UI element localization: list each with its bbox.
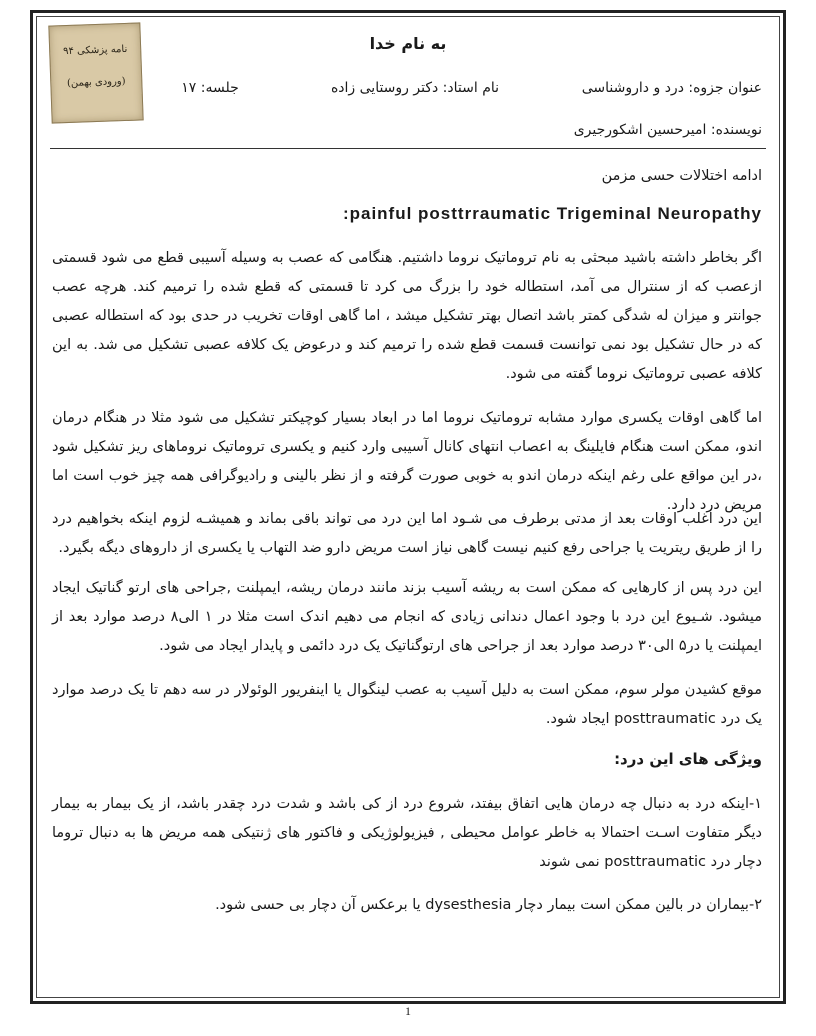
page-number: 1 (405, 1004, 411, 1018)
author-name: نویسنده: امیرحسین اشکورجیری (573, 122, 762, 138)
class-stamp-image (48, 22, 143, 123)
session-number: جلسه: ۱۷ (181, 80, 239, 96)
paragraph-3: این درد اغلب اوقات بعد از مدتی برطرف می شـود اما این درد می تواند باقی بماند و همیشـه لزوم اینکه بخواهیم درد را از طریق ریتریت یا جراحی رفع کنیم نیست گاهی نیاز است مریض دارو ضد التهاب یا یکسری از داروهای دیگه بگیرد. (52, 511, 762, 556)
paragraph-2: اما گاهی اوقات یکسری موارد مشابه تروماتیک نروما اما در ابعاد بسیار کوچیکتر تشکیل می شود مثلا در هنگام درمان اندو، ممکن است هنگام فایلینگ به اعصاب انتهای کانال آسیبی وارد کنیم و یکسری تروماتیک نروماهای ریز تشکیل شود ،در این مواقع علی رغم اینکه درمان اندو به خوبی صورت گرفته و از نظر بالینی و رادیوگرافی همه چیز خوب است اما مریض درد دارد. (52, 410, 762, 513)
stamp-line-1: نامه پزشکی ۹۴ (62, 43, 128, 58)
paragraph-4: این درد پس از کارهایی که ممکن است به ریشه آسیب بزند مانند درمان ریشه، ایمپلنت ,جراحی های ارتو گناتیک ایجاد میشود. شـیوع این درد با وجود اعمال دندانی زیادی که انجام می دهیم اندک است مثلا در ۱ الی۸ درصد موارد بعد از ایمپلنت یا در۵ الی۳۰ درصد موارد بعد از جراحی های ارتوگناتیک یک درد دائمی و پایدار ایجاد می شود. (52, 580, 762, 654)
header-divider (50, 148, 766, 149)
topic-heading: :painful posttrraumatic Trigeminal Neuropathy (342, 204, 762, 223)
stamp-line-2: (ورودی بهمن) (66, 75, 126, 90)
feature-item-1: ۱-اینکه درد به دنبال چه درمان هایی اتفاق بیفتد، شروع درد از کی باشد و شدت درد چقدر باشد، از یک بیمار به بیمار دیگر متفاوت اسـت احتمالا به خاطر عوامل محیطی , فیزیولوژیکی و فاکتور های ژنتیکی همه مریض ها به دنبال تروما دچار درد posttraumatic نمی شوند (52, 796, 762, 870)
paragraph-1: اگر بخاطر داشته باشید مبحثی به نام تروماتیک نروما داشتیم. هنگامی که عصب به وسیله آسیبی قطع می شود قسمتی ازعصب که از سنترال می آمد، استطاله خود را بزرگ می کرد تا قسمتی که قطع شده را ترمیم کند. هرچه عصب جوانتر و میزان له شدگی کمتر باشد اتصال بهتر تشکیل میشد ، اما گاهی اوقات تخریب در حدی بود که استطاله عصبی که در حال تشکیل بود نمی توانست قسمت قطع شده را ترمیم کند و درعوض یک کلافه عصبی تشکیل می شد. به این کلافه عصبی تروماتیک نروما گفته می شود. (52, 250, 762, 382)
feature-item-2: ۲-بیماران در بالین ممکن است بیمار دچار dysesthesia یا برعکس آن دچار بی حسی شود. (215, 897, 762, 913)
page-title: به نام خدا (369, 34, 447, 53)
paragraph-5: موقع کشیدن مولر سوم، ممکن است به دلیل آسیب به عصب لینگوال یا اینفریور الوئولار در سه دهم تا یک درصد موارد یک درد posttraumatic ایجاد شود. (52, 682, 762, 727)
features-heading: ویژگی های این درد: (614, 750, 762, 768)
section-title: ادامه اختلالات حسی مزمن (601, 168, 762, 184)
course-title: عنوان جزوه: درد و داروشناسی (581, 80, 762, 96)
teacher-name: نام استاد: دکتر روستایی زاده (330, 80, 500, 96)
